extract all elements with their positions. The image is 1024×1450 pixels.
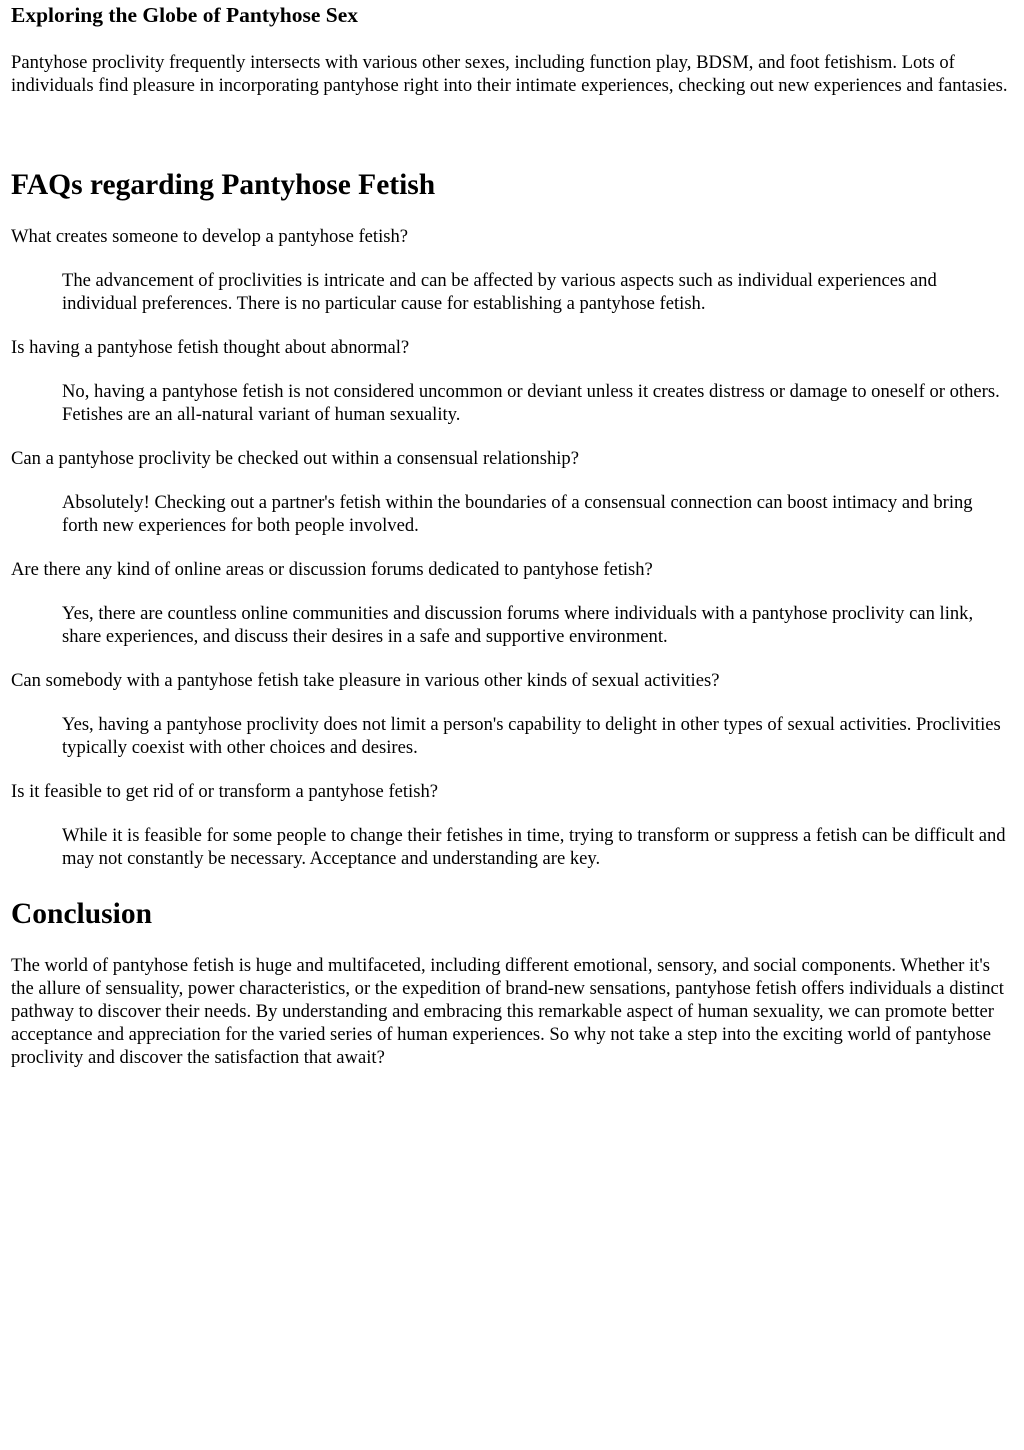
conclusion-section xyxy=(11,896,1012,1069)
faq-heading: FAQs regarding Pantyhose Fetish xyxy=(11,169,436,201)
article xyxy=(11,2,1012,1069)
faq-question: Is it feasible to get rid of or transform a pantyhose fetish? xyxy=(11,781,439,802)
faq-question: Are there any kind of online areas or discussion forums dedicated to pantyhose fetish? xyxy=(11,559,653,580)
faq-answer: The advancement of proclivities is intricate and can be affected by various aspects such as individual experiences and individual preferences. There is no particular cause for establishing a pantyhose fetish. xyxy=(62,270,937,314)
faq-question: What creates someone to develop a pantyhose fetish? xyxy=(11,226,409,247)
faq-list xyxy=(11,225,1012,870)
intro-paragraph: Pantyhose proclivity frequently intersects with various other sexes, including function play, BDSM, and foot fetishism. Lots of individuals find pleasure in incorporating pantyhose right into their intimate experiences, checking out new experiences and fantasies. xyxy=(11,52,1008,96)
conclusion-paragraph: The world of pantyhose fetish is huge and multifaceted, including different emotional, sensory, and social components. Whether it's the allure of sensuality, power characteristics, or the expedition of brand-new sensations, pantyhose fetish offers individuals a distinct pathway to discover their needs. By understanding and embracing this remarkable aspect of human sexuality, we can promote better acceptance and appreciation for the varied series of human experiences. So why not take a step into the exciting world of pantyhose proclivity and discover the satisfaction that await? xyxy=(11,955,1004,1068)
faq-answer: Yes, having a pantyhose proclivity does not limit a person's capability to delight in other types of sexual activities. Proclivities typically coexist with other choices and desires. xyxy=(62,714,1001,758)
faq-answer: No, having a pantyhose fetish is not considered uncommon or deviant unless it creates distress or damage to oneself or others. Fetishes are an all-natural variant of human sexuality. xyxy=(62,381,1000,425)
intro-heading: Exploring the Globe of Pantyhose Sex xyxy=(11,3,359,27)
faq-answer: Yes, there are countless online communities and discussion forums where individuals with a pantyhose proclivity can link, share experiences, and discuss their desires in a safe and supportive environment. xyxy=(62,603,974,647)
faq-answer: Absolutely! Checking out a partner's fetish within the boundaries of a consensual connection can boost intimacy and bring forth new experiences for both people involved. xyxy=(62,492,973,536)
faq-question: Can a pantyhose proclivity be checked out within a consensual relationship? xyxy=(11,448,579,469)
intro-section xyxy=(11,2,1012,97)
faq-question: Can somebody with a pantyhose fetish take pleasure in various other kinds of sexual activities? xyxy=(11,670,720,691)
faq-answer: While it is feasible for some people to change their fetishes in time, trying to transform or suppress a fetish can be difficult and may not constantly be necessary. Acceptance and understanding are key. xyxy=(62,825,1006,869)
conclusion-heading: Conclusion xyxy=(11,898,152,930)
faq-question: Is having a pantyhose fetish thought about abnormal? xyxy=(11,337,410,358)
faq-section xyxy=(11,167,1012,870)
